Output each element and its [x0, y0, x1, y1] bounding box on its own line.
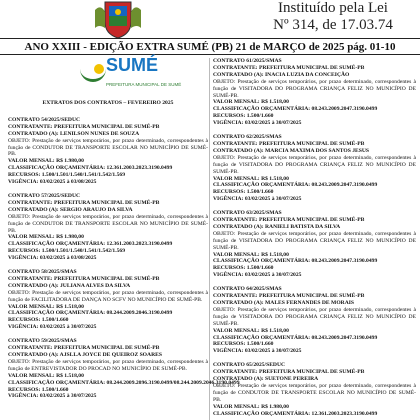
contract-objeto: OBJETO: Prestação de serviços temporários, por prazo determinado, correspondentes à função de VISITADORA DO PROGRAMA CRIANÇA FELIZ NO MUNICÍPIO DE SUMÉ-PB. — [213, 78, 416, 99]
contract-block — [213, 210, 416, 279]
contract-contratante: CONTRATANTE: PREFEITURA MUNICIPAL DE SUMÉ-PB — [8, 275, 160, 282]
founding-law-line-2: Nº 314, de 17.03.74 — [273, 17, 393, 33]
right-column — [211, 58, 420, 420]
right-contract-list — [213, 58, 416, 418]
sume-logo — [80, 55, 182, 96]
contract-block — [8, 338, 240, 400]
contract-valor: VALOR MENSAL: R$ 1.980,00 — [8, 234, 84, 241]
contract-classificacao: CLASSIFICAÇÃO ORÇAMENTÁRIA: 08.244.2009.2046.3190.0499 — [8, 310, 173, 317]
contract-contratado: CONTRATADO (A): MALES FERNANDES DE MORAIS — [213, 300, 355, 306]
contract-contratado: CONTRATADO (A): LENILSON NUNES DE SOUZA — [8, 130, 140, 137]
header-top-rule — [0, 38, 420, 39]
logo-wordmark: SUMÉ — [106, 55, 159, 75]
sun-icon — [94, 64, 104, 74]
contract-valor: VALOR MENSAL: R$ 1.518,00 — [213, 327, 289, 334]
contract-objeto: OBJETO: Prestação de serviços temporários, por prazo determinado, correspondentes à função de VISITADORA DO PROGRAMA CRIANÇA FELIZ NO MUNICÍPIO DE SUMÉ-PB. — [213, 306, 416, 327]
section-title: EXTRATOS DOS CONTRATOS – FEVEREIRO 2025 — [42, 100, 174, 106]
contract-valor: VALOR MENSAL: R$ 1.980,00 — [213, 403, 289, 410]
contract-valor: VALOR MENSAL: R$ 1.518,00 — [8, 303, 84, 310]
contract-contratante: CONTRATANTE: PREFEITURA MUNICIPAL DE SUMÉ-PB — [213, 64, 365, 71]
contract-objeto: OBJETO: Prestação de serviços temporários, por prazo determinado, correspondentes à função de VISITADORA DO PROGRAMA CRIANÇA FELIZ NO MUNICÍPIO DE SUMÉ-PB. — [213, 154, 416, 175]
contract-classificacao: CLASSIFICAÇÃO ORÇAMENTÁRIA: 08.243.2009.2047.3190.0499 — [213, 258, 378, 265]
contract-contratante: CONTRATANTE: PREFEITURA MUNICIPAL DE SUMÉ-PB — [8, 199, 160, 206]
contract-contratante: CONTRATANTE: PREFEITURA MUNICIPAL DE SUMÉ-PB — [213, 369, 365, 376]
left-contract-list — [8, 116, 240, 400]
contract-vigencia: VIGÊNCIA: 03/02/2025 à 30/07/2025 — [213, 120, 302, 127]
contract-recursos: RECURSOS: 1.500/1.660 — [213, 265, 274, 272]
contract-vigencia: VIGÊNCIA: 03/02/2025 à 03/08/2025 — [8, 179, 97, 186]
contract-block — [8, 117, 208, 186]
contract-number: CONTRATO 58/2025/SMAS — [8, 269, 77, 276]
contract-vigencia: VIGÊNCIA: 03/02/2025 à 03/08/2025 — [8, 255, 97, 262]
contract-classificacao: CLASSIFICAÇÃO ORÇAMENTÁRIA: 12.361.2003.2023.3190.0499 — [8, 241, 173, 248]
column-divider — [209, 58, 210, 420]
contract-recursos: RECURSOS: 1.500/1.660 — [213, 113, 274, 120]
contract-contratado: CONTRATADO (A): SERGIO ARAUJO DA SILVA — [8, 206, 133, 213]
contract-vigencia: VIGÊNCIA: 03/02/2025 à 30/07/2025 — [213, 348, 302, 355]
edition-line: ANO XXIII - EDIÇÃO EXTRA SUMÉ (PB) 21 de MARÇO de 2025 pág. 01-10 — [24, 41, 396, 53]
contract-number: CONTRATO 63/2025/SMAS — [213, 210, 282, 217]
contract-classificacao: CLASSIFICAÇÃO ORÇAMENTÁRIA: 08.243.2009.2047.3190.0499 — [213, 106, 378, 113]
contract-block — [8, 269, 208, 331]
contract-valor: VALOR MENSAL: R$ 1.518,00 — [8, 372, 84, 379]
contract-valor: VALOR MENSAL: R$ 1.518,00 — [213, 251, 289, 258]
contract-valor: VALOR MENSAL: R$ 1.518,00 — [213, 99, 289, 106]
contract-number: CONTRATO 65/2025/SEDUC — [213, 362, 286, 369]
contract-recursos: RECURSOS: 1.500/1.660 — [213, 341, 274, 348]
contract-vigencia: VIGÊNCIA: 03/02/2025 à 30/07/2025 — [8, 324, 97, 331]
contract-contratado: CONTRATADO (A): INACIA LUZIA DA CONCEIÇÃO — [213, 71, 350, 78]
contract-contratante: CONTRATANTE: PREFEITURA MUNICIPAL DE SUMÉ-PB — [8, 345, 160, 352]
contract-objeto: OBJETO: Prestação de serviços temporários, por prazo determinado, correspondentes à função de CONDUTOR DE TRANSPORTE ESCOLAR NO MUNICÍPIO DE SUMÉ-PB. — [213, 382, 416, 403]
contract-recursos: RECURSOS: 1.500/1.501/1.540/1.541/1.542/1.569 — [8, 248, 126, 255]
left-column — [0, 55, 240, 420]
contract-contratado: CONTRATADO (A): JULIANA ALVES DA SILVA — [8, 282, 131, 289]
logo-subtitle: PREFEITURA MUNICIPAL DE SUMÉ — [106, 82, 182, 87]
contract-objeto: OBJETO: Prestação de serviços temporários, por prazo determinado, correspondentes à função de FACILITADORA DE DANÇA NO SCFV NO MUNICÍPIO DE SUMÉ-PB. — [8, 289, 208, 303]
founding-law-note — [246, 0, 420, 36]
contract-recursos: RECURSOS: 1.500/1.660 — [213, 189, 274, 196]
contract-contratante: CONTRATANTE: PREFEITURA MUNICIPAL DE SUMÉ-PB — [8, 123, 160, 130]
contract-block — [213, 362, 416, 417]
contract-recursos: RECURSOS: 1.500/1.660 — [8, 386, 69, 393]
contract-block — [213, 134, 416, 203]
contract-number: CONTRATO 64/2025/SMAS — [213, 286, 282, 293]
contract-block — [213, 58, 416, 127]
contract-classificacao: CLASSIFICAÇÃO ORÇAMENTÁRIA: 08.243.2009.2047.3190.0499 — [213, 182, 378, 189]
contract-contratado: CONTRATADO (A): MARCIA MAXIMA DOS SANTOS JESUS — [213, 147, 370, 154]
contract-vigencia: VIGÊNCIA: 03/02/2025 à 30/07/2025 — [213, 196, 302, 203]
contract-objeto: OBJETO: Prestação de serviços temporários, por prazo determinado, correspondentes à função de ENTREVISTADOR DO PROCAD NO MUNICÍPIO DE SUMÉ-PB. — [8, 358, 208, 372]
contract-number: CONTRATO 57/2025/SEDUC — [8, 192, 81, 199]
contract-number: CONTRATO 61/2025/SMAS — [213, 58, 282, 64]
contract-objeto: OBJETO: Prestação de serviços temporários, por prazo determinado, correspondentes à função de VISITADORA DO PROGRAMA CRIANÇA FELIZ NO MUNICÍPIO DE SUMÉ-PB. — [213, 230, 416, 251]
contract-number: CONTRATO 54/2025/SEDUC — [8, 116, 81, 123]
contract-vigencia: VIGÊNCIA: 03/02/2025 à 30/07/2025 — [213, 272, 302, 279]
founding-law-line-1: Instituído pela Lei — [278, 0, 388, 16]
contract-contratante: CONTRATANTE: PREFEITURA MUNICIPAL DE SUMÉ-PB — [213, 140, 365, 147]
contract-contratante: CONTRATANTE: PREFEITURA MUNICIPAL DE SUMÉ-PB — [213, 293, 365, 300]
contract-number: CONTRATO 62/2025/SMAS — [213, 134, 282, 141]
contract-number: CONTRATO 59/2025/SMAS — [8, 338, 77, 345]
contract-classificacao: CLASSIFICAÇÃO ORÇAMENTÁRIA: 08.244.2009.2096.3190.0499/08.244.2009.2046.3190.0499 — [8, 379, 240, 386]
contract-classificacao: CLASSIFICAÇÃO ORÇAMENTÁRIA: 12.361.2003.2023.3190.0499 — [213, 410, 378, 417]
contract-valor: VALOR MENSAL: R$ 1.518,00 — [213, 175, 289, 182]
contract-block — [213, 286, 416, 355]
contract-recursos: RECURSOS: 1.500/1.501/1.540/1.541/1.542/1.569 — [8, 172, 126, 179]
municipal-coat-of-arms — [91, 0, 145, 40]
contract-contratante: CONTRATANTE: PREFEITURA MUNICIPAL DE SUMÉ-PB — [213, 217, 365, 224]
contract-contratado: CONTRATADO (A): AJSLLA JOYCE DE QUEIROZ SOARES — [8, 352, 162, 358]
contract-classificacao: CLASSIFICAÇÃO ORÇAMENTÁRIA: 08.243.2009.2047.3190.0499 — [213, 334, 378, 341]
contract-classificacao: CLASSIFICAÇÃO ORÇAMENTÁRIA: 12.361.2003.2023.3190.0499 — [8, 165, 173, 172]
contract-vigencia: VIGÊNCIA: 03/02/2025 à 30/07/2025 — [8, 393, 97, 400]
contract-objeto: OBJETO: Prestação de serviços temporários, por prazo determinado, correspondentes à função de CONDUTOR DE TRANSPORTE ESCOLAR NO MUNICÍPIO DE SUMÉ-PB. — [8, 137, 208, 158]
header-bottom-rule — [0, 54, 420, 55]
contract-block — [8, 193, 208, 262]
contract-contratado: CONTRATADO (A): SUETONE PEREIRA — [213, 376, 319, 383]
contract-contratado: CONTRATADO (A): RANIELI BATISTA DA SILVA — [213, 223, 341, 230]
contract-valor: VALOR MENSAL: R$ 1.980,00 — [8, 158, 84, 165]
contract-objeto: OBJETO: Prestação de serviços temporários, por prazo determinado, correspondentes à função de CONDUTOR DE TRANSPORTE ESCOLAR NO MUNICÍPIO DE SUMÉ-PB. — [8, 213, 208, 234]
contract-recursos: RECURSOS: 1.500/1.660 — [8, 317, 69, 324]
